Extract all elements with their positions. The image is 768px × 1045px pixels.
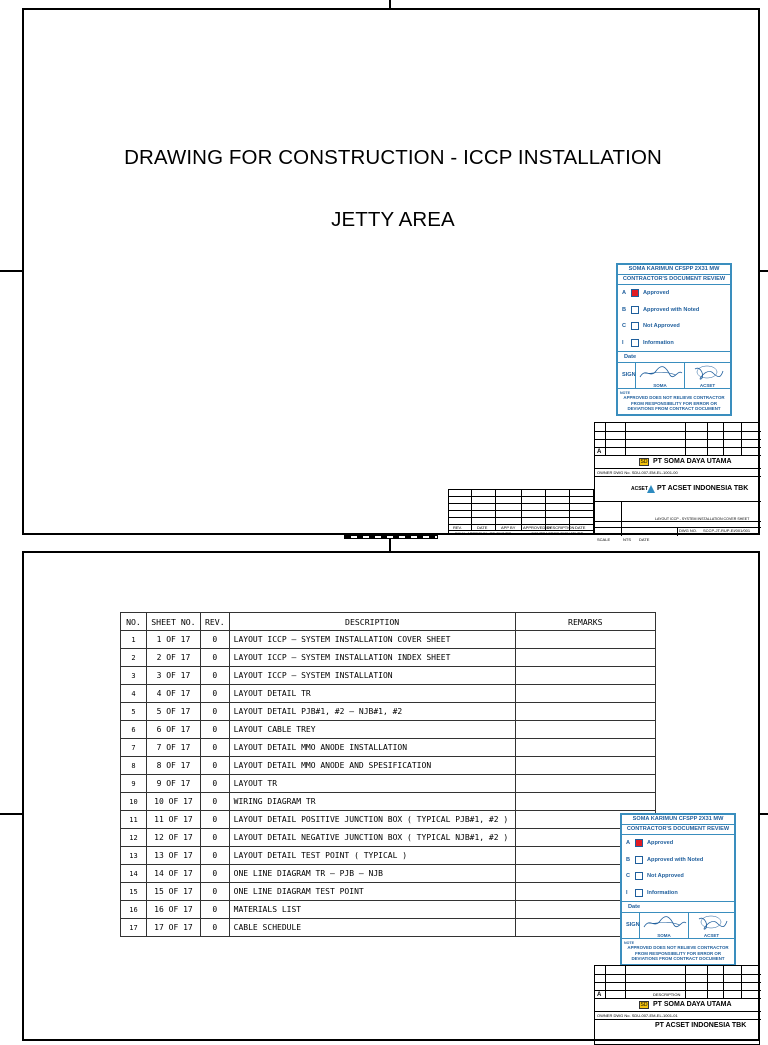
contractor-logo: ACSET (631, 486, 648, 492)
cell-sheet-no: 13 OF 17 (146, 847, 200, 865)
cell-no: 13 (121, 847, 147, 865)
cell-sheet-no: 12 OF 17 (146, 829, 200, 847)
signature-soma: SOMA (640, 913, 689, 938)
cell-no: 5 (121, 703, 147, 721)
drawing-sheet-cover (22, 8, 760, 542)
cell-rev: 0 (200, 919, 229, 937)
table-row (121, 865, 656, 883)
checkbox-checked (631, 289, 639, 297)
stamp-option-approved: A Approved (626, 840, 674, 847)
table-row (121, 703, 656, 721)
checkbox (631, 306, 639, 314)
cell-no: 12 (121, 829, 147, 847)
cell-sheet-no: 10 OF 17 (146, 793, 200, 811)
cell-sheet-no: 2 OF 17 (146, 649, 200, 667)
cell-description: LAYOUT DETAIL MMO ANODE INSTALLATION (229, 739, 515, 757)
cell-rev: 0 (200, 883, 229, 901)
cell-no: 11 (121, 811, 147, 829)
cell-sheet-no: 11 OF 17 (146, 811, 200, 829)
table-row (121, 757, 656, 775)
cell-sheet-no: 8 OF 17 (146, 757, 200, 775)
signature-soma: SOMA (636, 363, 685, 388)
table-row (121, 739, 656, 757)
cell-sheet-no: 17 OF 17 (146, 919, 200, 937)
col-description: DESCRIPTION (229, 613, 515, 631)
logo-sdu: SD (640, 459, 648, 465)
cell-remarks (515, 649, 655, 667)
cell-no: 8 (121, 757, 147, 775)
stamp-header: SOMA KARIMUN CFSPP 2X31 MW (622, 815, 734, 825)
cell-description: LAYOUT ICCP – SYSTEM INSTALLATION COVER SHEET (229, 631, 515, 649)
drawing-title: DRAWING FOR CONSTRUCTION - ICCP INSTALLATION (124, 146, 662, 169)
cell-rev: 0 (200, 865, 229, 883)
stamp-note: NOTE APPROVED DOES NOT RELIEVE CONTRACTOR FROM RESPONSIBILITY FOR ERROR OR DEVIATIONS FROM CONTRACT DOCUMENT (618, 388, 730, 414)
cell-no: 1 (121, 631, 147, 649)
border-tick (0, 813, 22, 815)
dwg-title: LAYOUT ICCP - SYSTEM INSTALLATION COVER SHEET (655, 517, 750, 521)
cell-remarks (515, 793, 655, 811)
stamp-option-not-approved: C Not Approved (622, 323, 680, 330)
stamp-option-not-approved: C Not Approved (626, 873, 684, 880)
stamp-option-approved: A Approved (622, 290, 670, 297)
cell-remarks (515, 739, 655, 757)
cell-no: 16 (121, 901, 147, 919)
table-row (121, 883, 656, 901)
col-no: NO. (121, 613, 147, 631)
scale-bar (344, 535, 438, 539)
cell-no: 7 (121, 739, 147, 757)
border-tick (0, 270, 22, 272)
cell-remarks (515, 631, 655, 649)
cell-rev: 0 (200, 649, 229, 667)
table-header-row (121, 613, 656, 631)
checkbox (635, 889, 643, 897)
table-row (121, 829, 656, 847)
cell-no: 2 (121, 649, 147, 667)
table-row (121, 775, 656, 793)
drawing-subtitle: JETTY AREA (331, 208, 455, 231)
cell-description: ONE LINE DIAGRAM TR – PJB – NJB (229, 865, 515, 883)
contractor-name: PT ACSET INDONESIA TBK (657, 485, 749, 492)
cell-remarks (515, 721, 655, 739)
signature-scribble-icon (689, 913, 733, 933)
cell-description: LAYOUT DETAIL TR (229, 685, 515, 703)
cell-sheet-no: 16 OF 17 (146, 901, 200, 919)
dwg-no: SCCP-JT-RUP-EI/001/001 (703, 528, 751, 533)
table-row (121, 793, 656, 811)
signature-scribble-icon (685, 363, 729, 383)
drawing-sheet-index (22, 551, 760, 1041)
cell-description: ONE LINE DIAGRAM TEST POINT (229, 883, 515, 901)
checkbox (635, 856, 643, 864)
owner-name: PT SOMA DAYA UTAMA (653, 458, 732, 465)
signature-scribble-icon (640, 913, 688, 933)
cell-sheet-no: 9 OF 17 (146, 775, 200, 793)
border-tick (389, 541, 391, 551)
cell-sheet-no: 1 OF 17 (146, 631, 200, 649)
cell-remarks (515, 667, 655, 685)
owner-dwg-no: OWNER DWG No. SDU-007-EM-EL-1001-00 (597, 470, 678, 475)
stamp-option-approved-noted: B Approved with Noted (622, 306, 700, 313)
cell-rev: 0 (200, 757, 229, 775)
stamp-signatures: SIGN SOMA ACSET (618, 362, 730, 388)
stamp-subheader: CONTRACTOR'S DOCUMENT REVIEW (622, 825, 734, 835)
table-row (121, 919, 656, 937)
title-block: A SD PT SOMA DAYA UTAMA OWNER DWG No. SDU-007-EM-EL-1001-00 ACSET PT ACSET INDONESIA TBK LAYOUT ICCP - SYSTEM INSTALLATION COVER SHEET DWG NO. SCCP-JT-RUP-EI/001/001 SCALE NTS DATE (594, 422, 760, 535)
cell-description: LAYOUT DETAIL MMO ANODE AND SPESIFICATION (229, 757, 515, 775)
table-row (121, 811, 656, 829)
cell-description: LAYOUT DETAIL POSITIVE JUNCTION BOX ( TYPICAL PJB#1, #2 ) (229, 811, 515, 829)
contractor-review-stamp (616, 263, 732, 416)
cell-description: LAYOUT ICCP – SYSTEM INSTALLATION INDEX SHEET (229, 649, 515, 667)
table-row (121, 847, 656, 865)
cell-description: LAYOUT DETAIL PJB#1, #2 – NJB#1, #2 (229, 703, 515, 721)
stamp-option-information: I Information (622, 339, 674, 346)
signature-acset: ACSET (685, 363, 730, 388)
border-tick (760, 813, 768, 815)
title-block: A DESCRIPTION SD PT SOMA DAYA UTAMA OWNER DWG No. SDU-007-EM-EL-1001-01 PT ACSET INDONESIA TBK (594, 965, 760, 1045)
cell-sheet-no: 3 OF 17 (146, 667, 200, 685)
cell-sheet-no: 14 OF 17 (146, 865, 200, 883)
cell-remarks (515, 757, 655, 775)
description-label: DESCRIPTION (653, 992, 681, 997)
checkbox (631, 322, 639, 330)
cell-rev: 0 (200, 847, 229, 865)
cell-no: 15 (121, 883, 147, 901)
col-rev: REV. (200, 613, 229, 631)
cell-sheet-no: 15 OF 17 (146, 883, 200, 901)
cell-sheet-no: 4 OF 17 (146, 685, 200, 703)
cell-no: 6 (121, 721, 147, 739)
col-remarks: REMARKS (515, 613, 655, 631)
logo-sdu: SD (640, 1002, 648, 1008)
cell-sheet-no: 6 OF 17 (146, 721, 200, 739)
cell-description: LAYOUT DETAIL TEST POINT ( TYPICAL ) (229, 847, 515, 865)
table-row (121, 901, 656, 919)
checkbox-checked (635, 839, 643, 847)
cell-description: CABLE SCHEDULE (229, 919, 515, 937)
stamp-note: NOTE APPROVED DOES NOT RELIEVE CONTRACTOR FROM RESPONSIBILITY FOR ERROR OR DEVIATIONS FROM CONTRACT DOCUMENT (622, 938, 734, 964)
signature-scribble-icon (636, 363, 684, 383)
cell-description: MATERIALS LIST (229, 901, 515, 919)
cell-no: 3 (121, 667, 147, 685)
cell-no: 17 (121, 919, 147, 937)
cell-rev: 0 (200, 829, 229, 847)
stamp-option-approved-noted: B Approved with Noted (626, 856, 704, 863)
contractor-review-stamp (620, 813, 736, 966)
owner-name: PT SOMA DAYA UTAMA (653, 1001, 732, 1008)
cell-no: 10 (121, 793, 147, 811)
cell-rev: 0 (200, 793, 229, 811)
cell-rev: 0 (200, 703, 229, 721)
cell-description: LAYOUT CABLE TREY (229, 721, 515, 739)
table-row (121, 649, 656, 667)
cell-sheet-no: 5 OF 17 (146, 703, 200, 721)
revision-grid: REV. DATE APP BY APPROVED BY DESCRIPTION DATE FINAL APPROVAL OF OWNER CONTRACTOR SIGNATURE (448, 489, 594, 535)
cell-sheet-no: 7 OF 17 (146, 739, 200, 757)
cell-no: 4 (121, 685, 147, 703)
cell-remarks (515, 703, 655, 721)
cell-rev: 0 (200, 811, 229, 829)
table-row (121, 631, 656, 649)
stamp-date: Date (622, 901, 734, 912)
stamp-date: Date (618, 351, 730, 362)
drawing-index-table (120, 612, 656, 937)
table-row (121, 685, 656, 703)
cell-rev: 0 (200, 685, 229, 703)
signature-acset: ACSET (689, 913, 734, 938)
cell-rev: 0 (200, 901, 229, 919)
cell-description: LAYOUT ICCP – SYSTEM INSTALLATION (229, 667, 515, 685)
acset-logo-icon (647, 485, 655, 493)
contractor-name: PT ACSET INDONESIA TBK (655, 1022, 747, 1029)
cell-no: 14 (121, 865, 147, 883)
cell-rev: 0 (200, 775, 229, 793)
cell-description: WIRING DIAGRAM TR (229, 793, 515, 811)
stamp-signatures: SIGN SOMA ACSET (622, 912, 734, 938)
cell-rev: 0 (200, 667, 229, 685)
cell-rev: 0 (200, 721, 229, 739)
stamp-subheader: CONTRACTOR'S DOCUMENT REVIEW (618, 275, 730, 285)
checkbox (631, 339, 639, 347)
cell-description: LAYOUT TR (229, 775, 515, 793)
border-tick (760, 270, 768, 272)
checkbox (635, 872, 643, 880)
cell-remarks (515, 685, 655, 703)
col-sheet-no: SHEET NO. (146, 613, 200, 631)
stamp-header: SOMA KARIMUN CFSPP 2X31 MW (618, 265, 730, 275)
table-row (121, 721, 656, 739)
owner-dwg-no: OWNER DWG No. SDU-007-EM-EL-1001-01 (597, 1013, 678, 1018)
cell-description: LAYOUT DETAIL NEGATIVE JUNCTION BOX ( TYPICAL NJB#1, #2 ) (229, 829, 515, 847)
stamp-option-information: I Information (626, 889, 678, 896)
cell-rev: 0 (200, 739, 229, 757)
table-row (121, 667, 656, 685)
border-tick (389, 0, 391, 8)
cell-no: 9 (121, 775, 147, 793)
cell-remarks (515, 775, 655, 793)
cell-rev: 0 (200, 631, 229, 649)
